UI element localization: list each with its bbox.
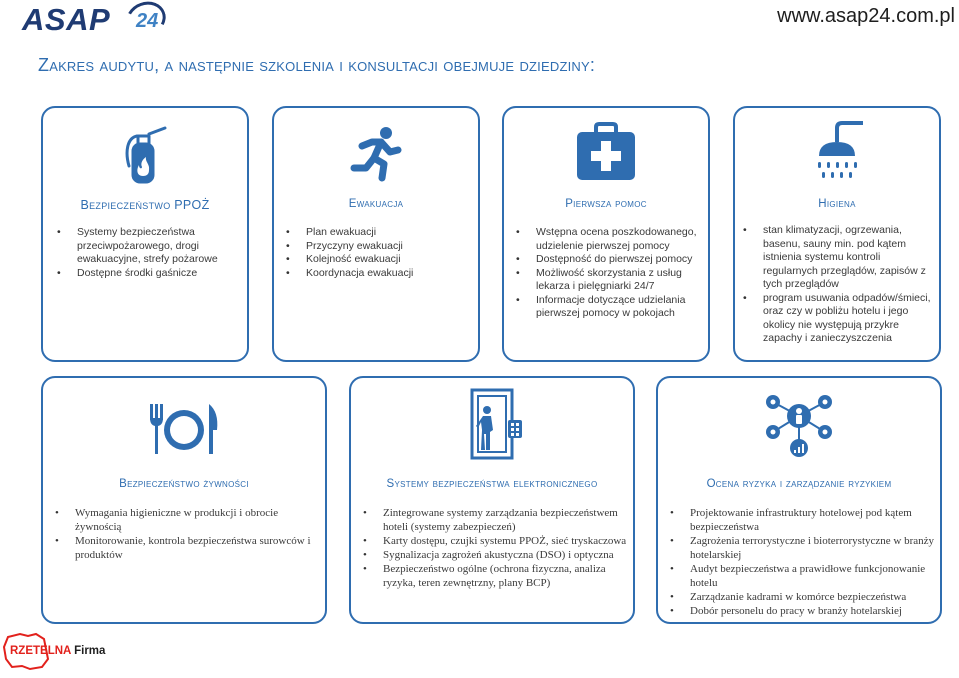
card-food-safety xyxy=(41,376,327,624)
list-item: • Karty dostępu, czujki systemu PPOŻ, sieć tryskaczowa xyxy=(363,534,627,548)
list-item: • Dostępne środki gaśnicze xyxy=(57,267,245,281)
list-item: • Bezpieczeństwo ogólne (ochrona fizyczna, analiza ryzyka, teren zewnętrzny, plany BCP) xyxy=(363,562,627,590)
list-item: • Zintegrowane systemy zarządzania bezpieczeństwem hoteli (systemy zabezpieczeń) xyxy=(363,506,627,534)
asap24-logo xyxy=(22,2,164,36)
card-evacuation xyxy=(272,106,480,362)
list-item: • Przyczyny ewakuacji xyxy=(286,240,476,254)
list-item: • stan klimatyzacji, ogrzewania, basenu, sauny min. pod kątem istnienia systemu kontroli regularnych przeglądów, zapisów z tych przeglądów xyxy=(743,224,937,292)
list-item: • Projektowanie infrastruktury hotelowej pod kątem bezpieczeństwa xyxy=(670,506,938,534)
card-electronic-security xyxy=(349,376,635,624)
logo-text: ASAP xyxy=(22,2,111,37)
fire-extinguisher-icon xyxy=(43,122,247,186)
electronic-door-icon xyxy=(351,388,633,460)
card-list xyxy=(516,226,708,321)
risk-network-icon xyxy=(658,388,940,460)
list-item: • Zarządzanie kadrami w komórce bezpieczeństwa xyxy=(670,590,938,604)
card-risk-management xyxy=(656,376,942,624)
card-first-aid xyxy=(502,106,710,362)
plate-cutlery-icon xyxy=(43,398,325,458)
running-person-icon xyxy=(274,126,478,184)
list-item: • Wymagania higieniczne w produkcji i obrocie żywnością xyxy=(55,506,321,534)
card-list xyxy=(55,506,321,562)
page-heading: Zakres audytu, a następnie szkolenia i konsultacji obejmuje dziedziny: xyxy=(38,55,596,75)
list-item: • Kolejność ewakuacji xyxy=(286,253,476,267)
card-hygiene xyxy=(733,106,941,362)
shower-icon xyxy=(735,120,939,182)
rzetelna-firma-badge xyxy=(2,631,112,671)
card-title: Bezpieczeństwo PPOŻ xyxy=(80,198,210,212)
rzetelna-firma-text xyxy=(10,645,105,657)
card-title: Pierwsza pomoc xyxy=(565,198,647,210)
card-list xyxy=(743,224,937,346)
card-title: Ocena ryzyka i zarządzanie ryzykiem xyxy=(706,478,892,490)
list-item: • Koordynacja ewakuacji xyxy=(286,267,476,281)
list-item: • Plan ewakuacji xyxy=(286,226,476,240)
list-item: • program usuwania odpadów/śmieci, oraz czy w pobliżu hotelu i jego okolicy nie występują przykre zapachy i zanieczyszczenia xyxy=(743,292,937,346)
card-list xyxy=(57,226,245,280)
card-list xyxy=(363,506,627,590)
firma-label: Firma xyxy=(74,645,106,657)
list-item: • Sygnalizacja zagrożeń akustyczna (DSO) i optyczna xyxy=(363,548,627,562)
list-item: • Informacje dotyczące udzielania pierwszej pomocy w pokojach xyxy=(516,294,708,321)
rzetelna-label: RZETELNA xyxy=(10,645,71,657)
list-item: • Wstępna ocena poszkodowanego, udzielenie pierwszej pomocy xyxy=(516,226,708,253)
list-item: • Systemy bezpieczeństwa przeciwpożarowego, drogi ewakuacyjne, strefy pożarowe xyxy=(57,226,245,267)
first-aid-kit-icon xyxy=(504,122,708,182)
list-item: • Dobór personelu do pracy w branży hotelarskiej xyxy=(670,604,938,618)
card-list xyxy=(670,506,938,618)
list-item: • Dostępność do pierwszej pomocy xyxy=(516,253,708,267)
list-item: • Audyt bezpieczeństwa a prawidłowe funkcjonowanie hotelu xyxy=(670,562,938,590)
card-title: Systemy bezpieczeństwa elektronicznego xyxy=(386,478,598,490)
card-title: Higiena xyxy=(818,198,856,210)
logo-number: 24 xyxy=(136,10,159,32)
list-item: • Możliwość skorzystania z usług lekarza i pielęgniarki 24/7 xyxy=(516,267,708,294)
card-title: Bezpieczeństwo żywności xyxy=(119,478,249,490)
list-item: • Monitorowanie, kontrola bezpieczeństwa surowców i produktów xyxy=(55,534,321,562)
card-list xyxy=(286,226,476,280)
card-title: Ewakuacja xyxy=(348,198,404,210)
card-fire-safety xyxy=(41,106,249,362)
website-url[interactable]: www.asap24.com.pl xyxy=(777,5,955,27)
list-item: • Zagrożenia terrorystyczne i bioterrorystyczne w branży hotelarskiej xyxy=(670,534,938,562)
